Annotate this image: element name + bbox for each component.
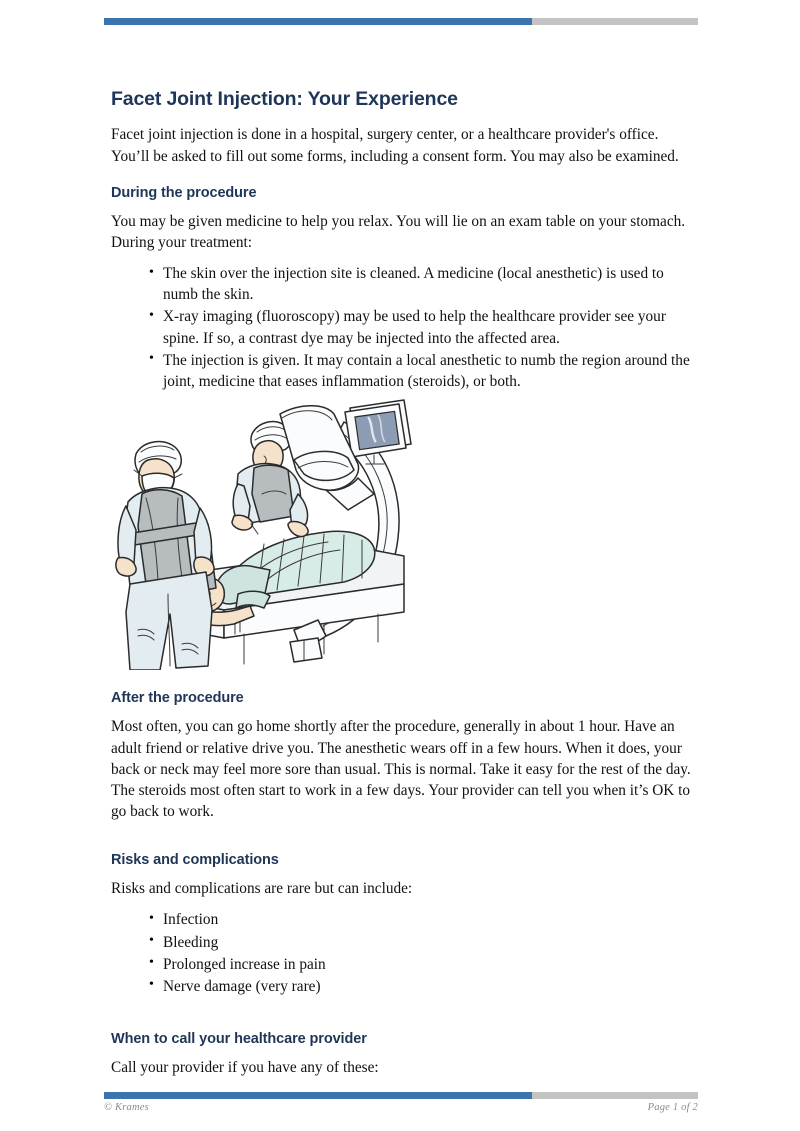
- header-progress-rule: [104, 18, 698, 25]
- section-heading-when-to-call: When to call your healthcare provider: [111, 1030, 367, 1047]
- after-paragraph: Most often, you can go home shortly after the procedure, generally in about 1 hour. Have an adult friend or relative drive you. The anesthetic wears off in a few hours. When it does, your back or neck may feel more sore than usual. This is normal. Take it easy for the rest of the day. The steroids most often start to work in a few days. Your provider can tell you when it’s OK to go back to work.: [111, 718, 691, 820]
- document-content: [111, 88, 699, 402]
- intro-paragraph: Facet joint injection is done in a hospital, surgery center, or a healthcare provider's office. You’ll be asked to fill out some forms, including a consent form. You may also be examined.: [111, 126, 679, 165]
- header-rule-gray-segment: [532, 18, 698, 25]
- footer-rule-blue-segment: [104, 1092, 532, 1099]
- during-bullet-list: [111, 263, 699, 392]
- when-to-call-lead-paragraph: Call your provider if you have any of these:: [111, 1059, 379, 1077]
- document-content-lower: [111, 690, 699, 1088]
- footer-progress-rule: [104, 1092, 698, 1099]
- footer-page-number: Page 1 of 2: [647, 1101, 698, 1113]
- list-item: • Prolonged increase in pain: [149, 954, 699, 975]
- list-item: • X-ray imaging (fluoroscopy) may be used to help the healthcare provider see your spine. If so, a contrast dye may be injected into the affected area.: [149, 306, 699, 348]
- clinician-standing: [116, 442, 216, 670]
- section-heading-after: After the procedure: [111, 690, 244, 706]
- header-rule-blue-segment: [104, 18, 532, 25]
- list-item: • Infection: [149, 909, 699, 930]
- risks-lead-paragraph: Risks and complications are rare but can include:: [111, 880, 413, 898]
- footer-rule-gray-segment: [532, 1092, 698, 1099]
- section-heading-during: During the procedure: [111, 184, 257, 201]
- during-lead-paragraph: You may be given medicine to help you relax. You will lie on an exam table on your stomach. During your treatment:: [111, 213, 686, 252]
- footer-copyright: © Krames: [104, 1101, 149, 1113]
- page-title: Facet Joint Injection: Your Experience: [111, 88, 458, 110]
- list-item: • The skin over the injection site is cleaned. A medicine (local anesthetic) is used to numb the skin.: [149, 263, 699, 305]
- list-item: • Bleeding: [149, 932, 699, 953]
- page-footer: [104, 1099, 698, 1115]
- list-item: • The injection is given. It may contain a local anesthetic to numb the region around the joint, medicine that eases inflammation (steroids), or both.: [149, 350, 699, 392]
- section-heading-risks: Risks and complications: [111, 851, 279, 868]
- risks-bullet-list: [111, 909, 699, 996]
- fluoroscopy-procedure-illustration: [112, 398, 412, 670]
- list-item: • Nerve damage (very rare): [149, 976, 699, 997]
